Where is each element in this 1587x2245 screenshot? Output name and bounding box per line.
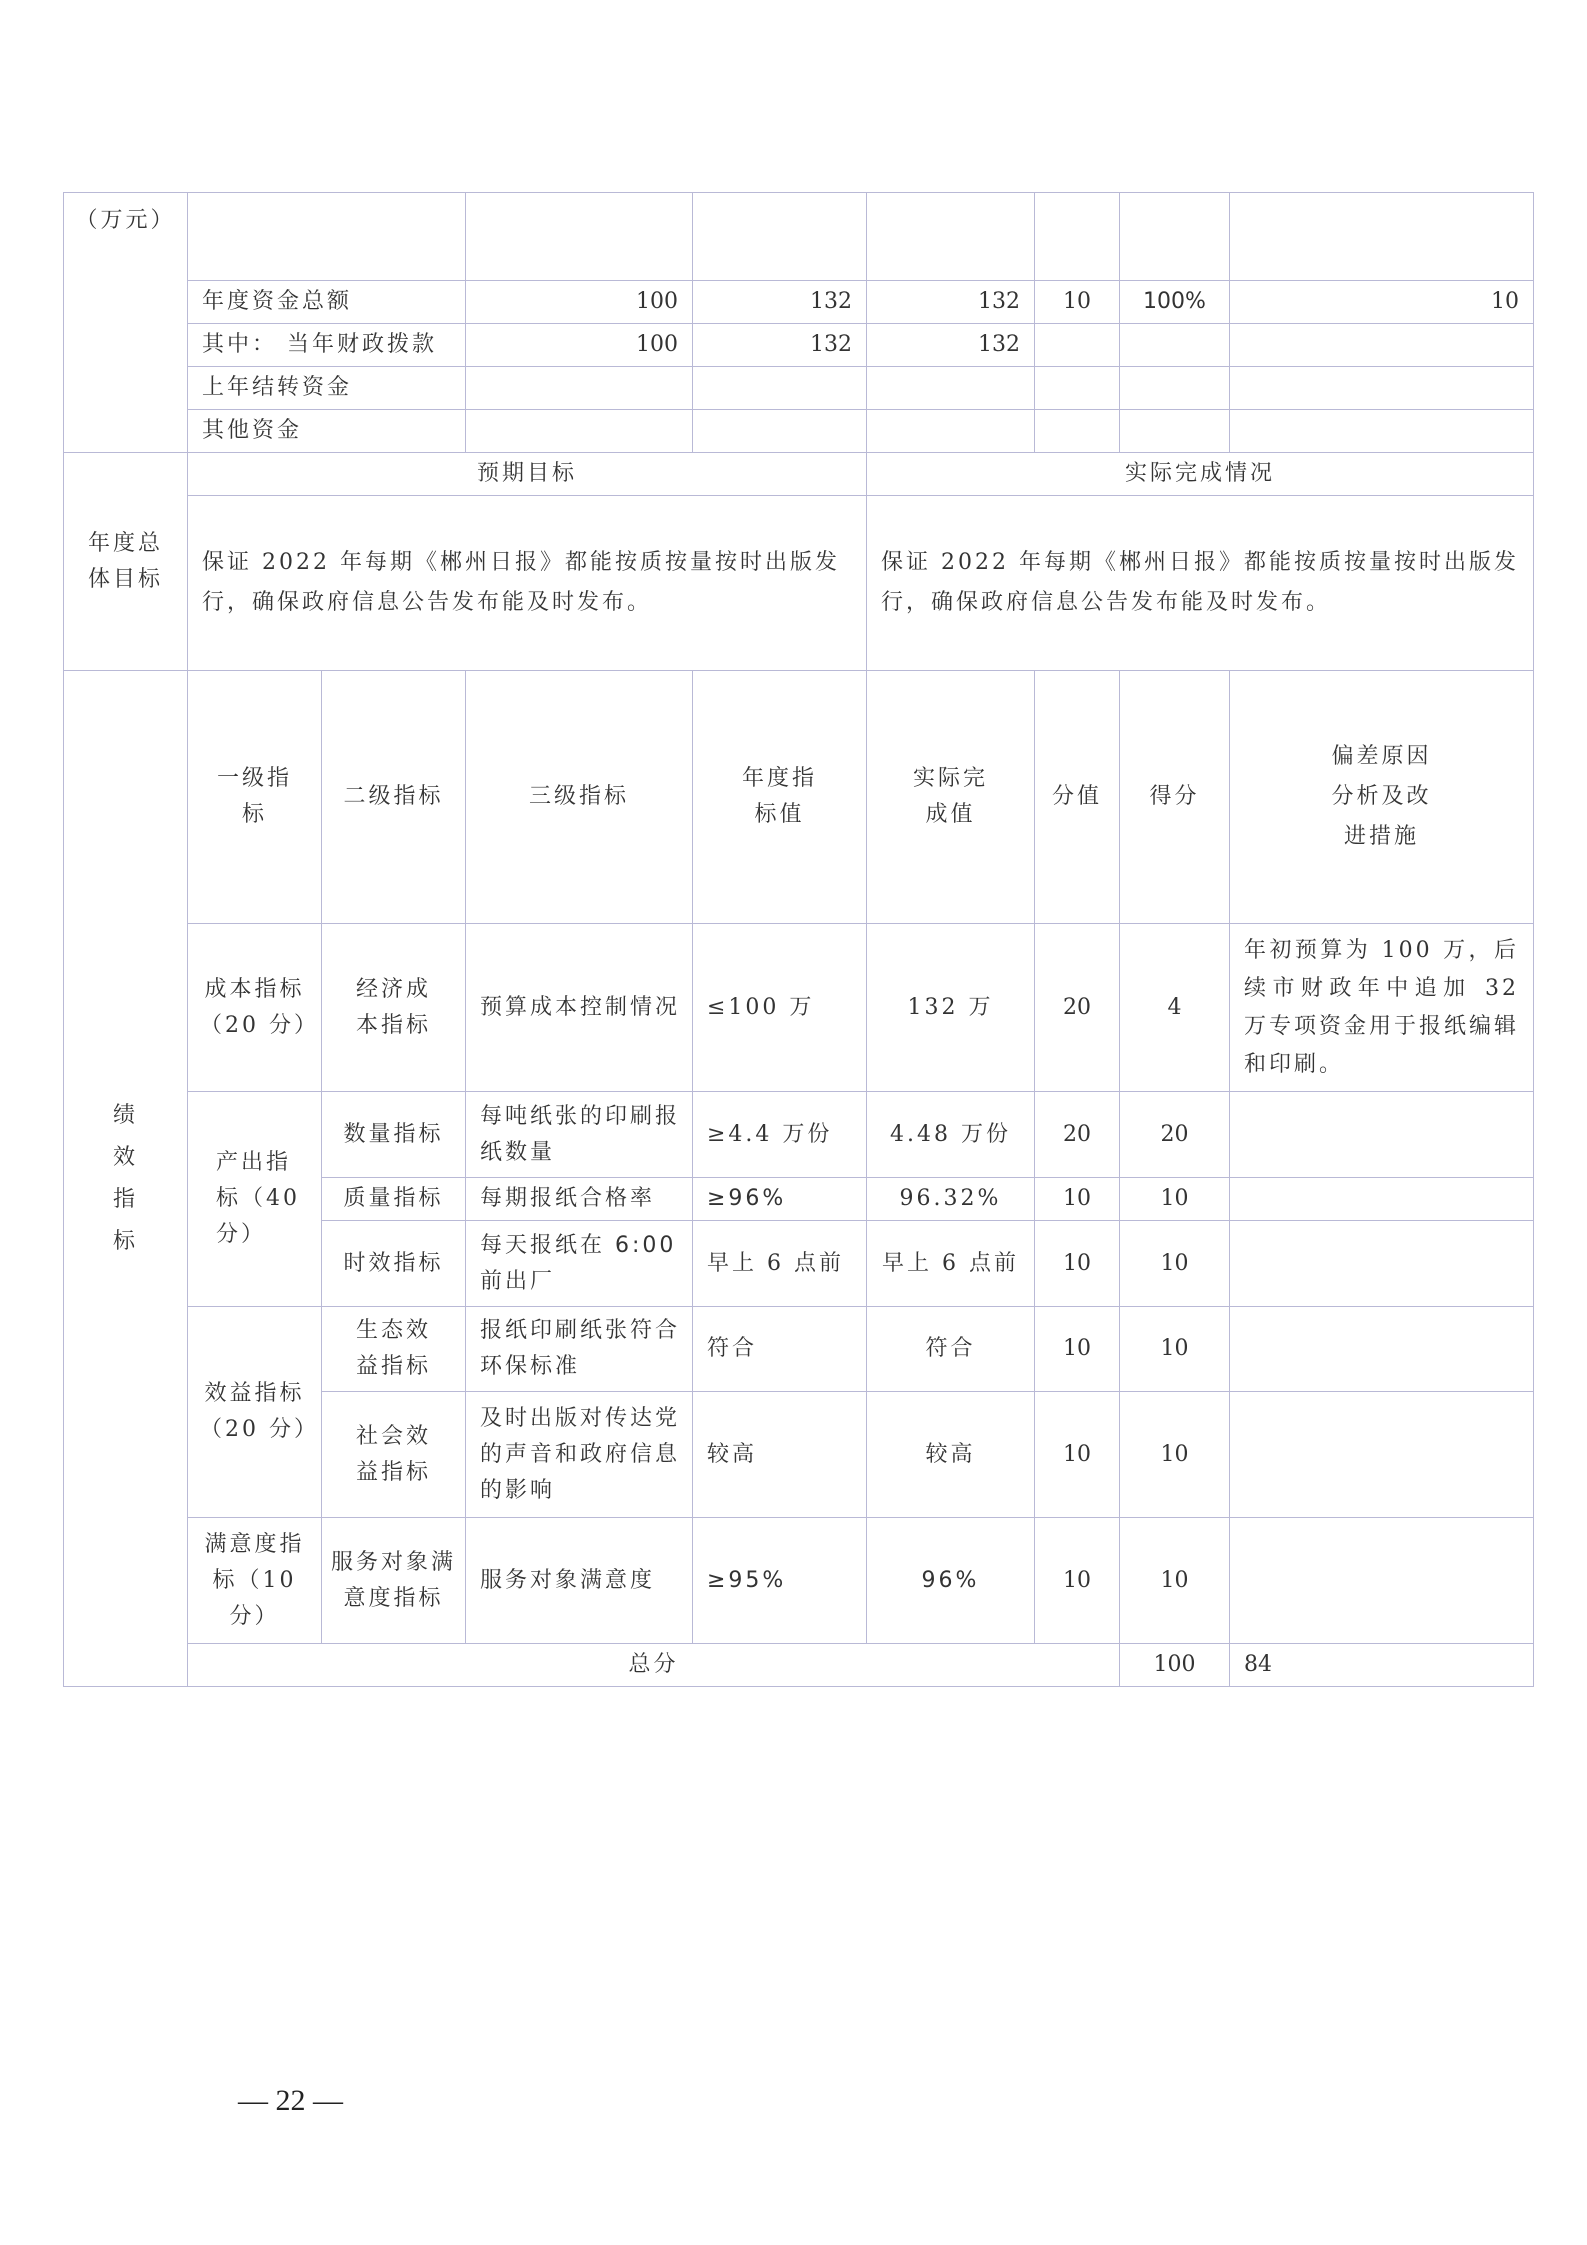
perf-target: ≥96% [693, 1178, 867, 1221]
funds-score-value [1035, 410, 1120, 453]
funds-empty-cell [1120, 193, 1230, 281]
funds-score [1230, 367, 1534, 410]
perf-actual: 早上 6 点前 [867, 1221, 1035, 1307]
perf-reason [1230, 1392, 1534, 1518]
perf-level3: 每吨纸张的印刷报纸数量 [466, 1092, 693, 1178]
funds-full [693, 367, 867, 410]
perf-value: 10 [1035, 1307, 1120, 1392]
expected-goal-text: 保证 2022 年每期《郴州日报》都能按质按量按时出版发行，确保政府信息公告发布能及时发布。 [188, 496, 867, 671]
perf-score: 10 [1120, 1307, 1230, 1392]
perf-reason [1230, 1518, 1534, 1644]
funds-rate [1120, 367, 1230, 410]
perf-reason: 年初预算为 100 万，后续市财政年中追加 32 万专项资金用于报纸编辑和印刷。 [1230, 924, 1534, 1092]
perf-level3: 及时出版对传达党的声音和政府信息的影响 [466, 1392, 693, 1518]
header-score: 得分 [1120, 671, 1230, 924]
funds-empty-cell [466, 193, 693, 281]
perf-value: 20 [1035, 1092, 1120, 1178]
total-label: 总分 [188, 1644, 1120, 1687]
funds-empty-cell [1230, 193, 1534, 281]
funds-rate [1120, 324, 1230, 367]
funds-full: 132 [693, 281, 867, 324]
group-satisfaction: 满意度指标（10 分） [188, 1518, 322, 1644]
header-value: 分值 [1035, 671, 1120, 924]
perf-level2: 生态效益指标 [322, 1307, 466, 1392]
perf-target: ≥95% [693, 1518, 867, 1644]
perf-level2: 社会效益指标 [322, 1392, 466, 1518]
funds-empty-cell [188, 193, 466, 281]
perf-actual: 4.48 万份 [867, 1092, 1035, 1178]
funds-score-value [1035, 324, 1120, 367]
funds-empty-cell [1035, 193, 1120, 281]
funds-exec [867, 367, 1035, 410]
funds-score: 10 [1230, 281, 1534, 324]
goal-label: 年度总体目标 [64, 453, 188, 671]
funds-budget: 100 [466, 281, 693, 324]
page-number: — 22 — [238, 2084, 343, 2117]
funds-exec: 132 [867, 281, 1035, 324]
actual-goal-text: 保证 2022 年每期《郴州日报》都能按质按量按时出版发行，确保政府信息公告发布能及时发布。 [867, 496, 1534, 671]
perf-level2: 时效指标 [322, 1221, 466, 1307]
header-level1: 一级指标 [188, 671, 322, 924]
funds-score-value: 10 [1035, 281, 1120, 324]
funds-row [64, 410, 1534, 453]
funds-row-label: 上年结转资金 [188, 367, 466, 410]
perf-reason [1230, 1221, 1534, 1307]
perf-actual: 符合 [867, 1307, 1035, 1392]
funds-score-value [1035, 367, 1120, 410]
perf-level2: 数量指标 [322, 1092, 466, 1178]
perf-score: 10 [1120, 1392, 1230, 1518]
perf-score: 10 [1120, 1178, 1230, 1221]
funds-score [1230, 324, 1534, 367]
perf-row [64, 1092, 1534, 1178]
funds-empty-cell [867, 193, 1035, 281]
performance-table [63, 192, 1534, 1687]
header-level3: 三级指标 [466, 671, 693, 924]
funds-exec: 132 [867, 324, 1035, 367]
funds-exec [867, 410, 1035, 453]
perf-level3: 服务对象满意度 [466, 1518, 693, 1644]
funds-full [693, 410, 867, 453]
funds-row [64, 367, 1534, 410]
funds-unit-label: （万元） [64, 193, 188, 453]
total-row [64, 1644, 1534, 1687]
funds-budget [466, 410, 693, 453]
total-value: 100 [1120, 1644, 1230, 1687]
header-reason: 偏差原因分析及改进措施 [1230, 671, 1534, 924]
perf-target: 符合 [693, 1307, 867, 1392]
perf-value: 10 [1035, 1178, 1120, 1221]
perf-value: 10 [1035, 1221, 1120, 1307]
perf-level2: 经济成本指标 [322, 924, 466, 1092]
perf-value: 20 [1035, 924, 1120, 1092]
funds-budget: 100 [466, 324, 693, 367]
perf-reason [1230, 1178, 1534, 1221]
perf-row [64, 924, 1534, 1092]
group-output: 产出指标（40 分） [188, 1092, 322, 1307]
perf-target: ≤100 万 [693, 924, 867, 1092]
perf-actual: 较高 [867, 1392, 1035, 1518]
funds-rate: 100% [1120, 281, 1230, 324]
funds-row-label: 其他资金 [188, 410, 466, 453]
perf-level2: 质量指标 [322, 1178, 466, 1221]
perf-level3: 每天报纸在 6:00 前出厂 [466, 1221, 693, 1307]
perf-score: 4 [1120, 924, 1230, 1092]
perf-target: 早上 6 点前 [693, 1221, 867, 1307]
perf-level2: 服务对象满意度指标 [322, 1518, 466, 1644]
funds-row [64, 281, 1534, 324]
perf-value: 10 [1035, 1392, 1120, 1518]
actual-goal-header: 实际完成情况 [867, 453, 1534, 496]
group-benefit: 效益指标（20 分） [188, 1307, 322, 1518]
perf-reason [1230, 1092, 1534, 1178]
perf-score: 20 [1120, 1092, 1230, 1178]
perf-actual: 132 万 [867, 924, 1035, 1092]
header-level2: 二级指标 [322, 671, 466, 924]
funds-row-label: 其中： 当年财政拨款 [188, 324, 466, 367]
funds-row-label: 年度资金总额 [188, 281, 466, 324]
perf-target: ≥4.4 万份 [693, 1092, 867, 1178]
perf-level3: 报纸印刷纸张符合环保标准 [466, 1307, 693, 1392]
perf-actual: 96% [867, 1518, 1035, 1644]
perf-row [64, 1518, 1534, 1644]
perf-row [64, 1307, 1534, 1392]
funds-empty-cell [693, 193, 867, 281]
expected-goal-header: 预期目标 [188, 453, 867, 496]
perf-level3: 每期报纸合格率 [466, 1178, 693, 1221]
perf-target: 较高 [693, 1392, 867, 1518]
perf-score: 10 [1120, 1221, 1230, 1307]
perf-reason [1230, 1307, 1534, 1392]
funds-score [1230, 410, 1534, 453]
funds-rate [1120, 410, 1230, 453]
perf-level3: 预算成本控制情况 [466, 924, 693, 1092]
funds-budget [466, 367, 693, 410]
group-cost: 成本指标（20 分） [188, 924, 322, 1092]
header-target: 年度指标值 [693, 671, 867, 924]
total-score: 84 [1230, 1644, 1534, 1687]
perf-section-label-text: 绩效指标 [112, 1102, 138, 1254]
funds-row [64, 324, 1534, 367]
perf-actual: 96.32% [867, 1178, 1035, 1221]
header-actual: 实际完成值 [867, 671, 1035, 924]
perf-section-label [64, 671, 188, 1687]
perf-value: 10 [1035, 1518, 1120, 1644]
funds-full: 132 [693, 324, 867, 367]
perf-score: 10 [1120, 1518, 1230, 1644]
